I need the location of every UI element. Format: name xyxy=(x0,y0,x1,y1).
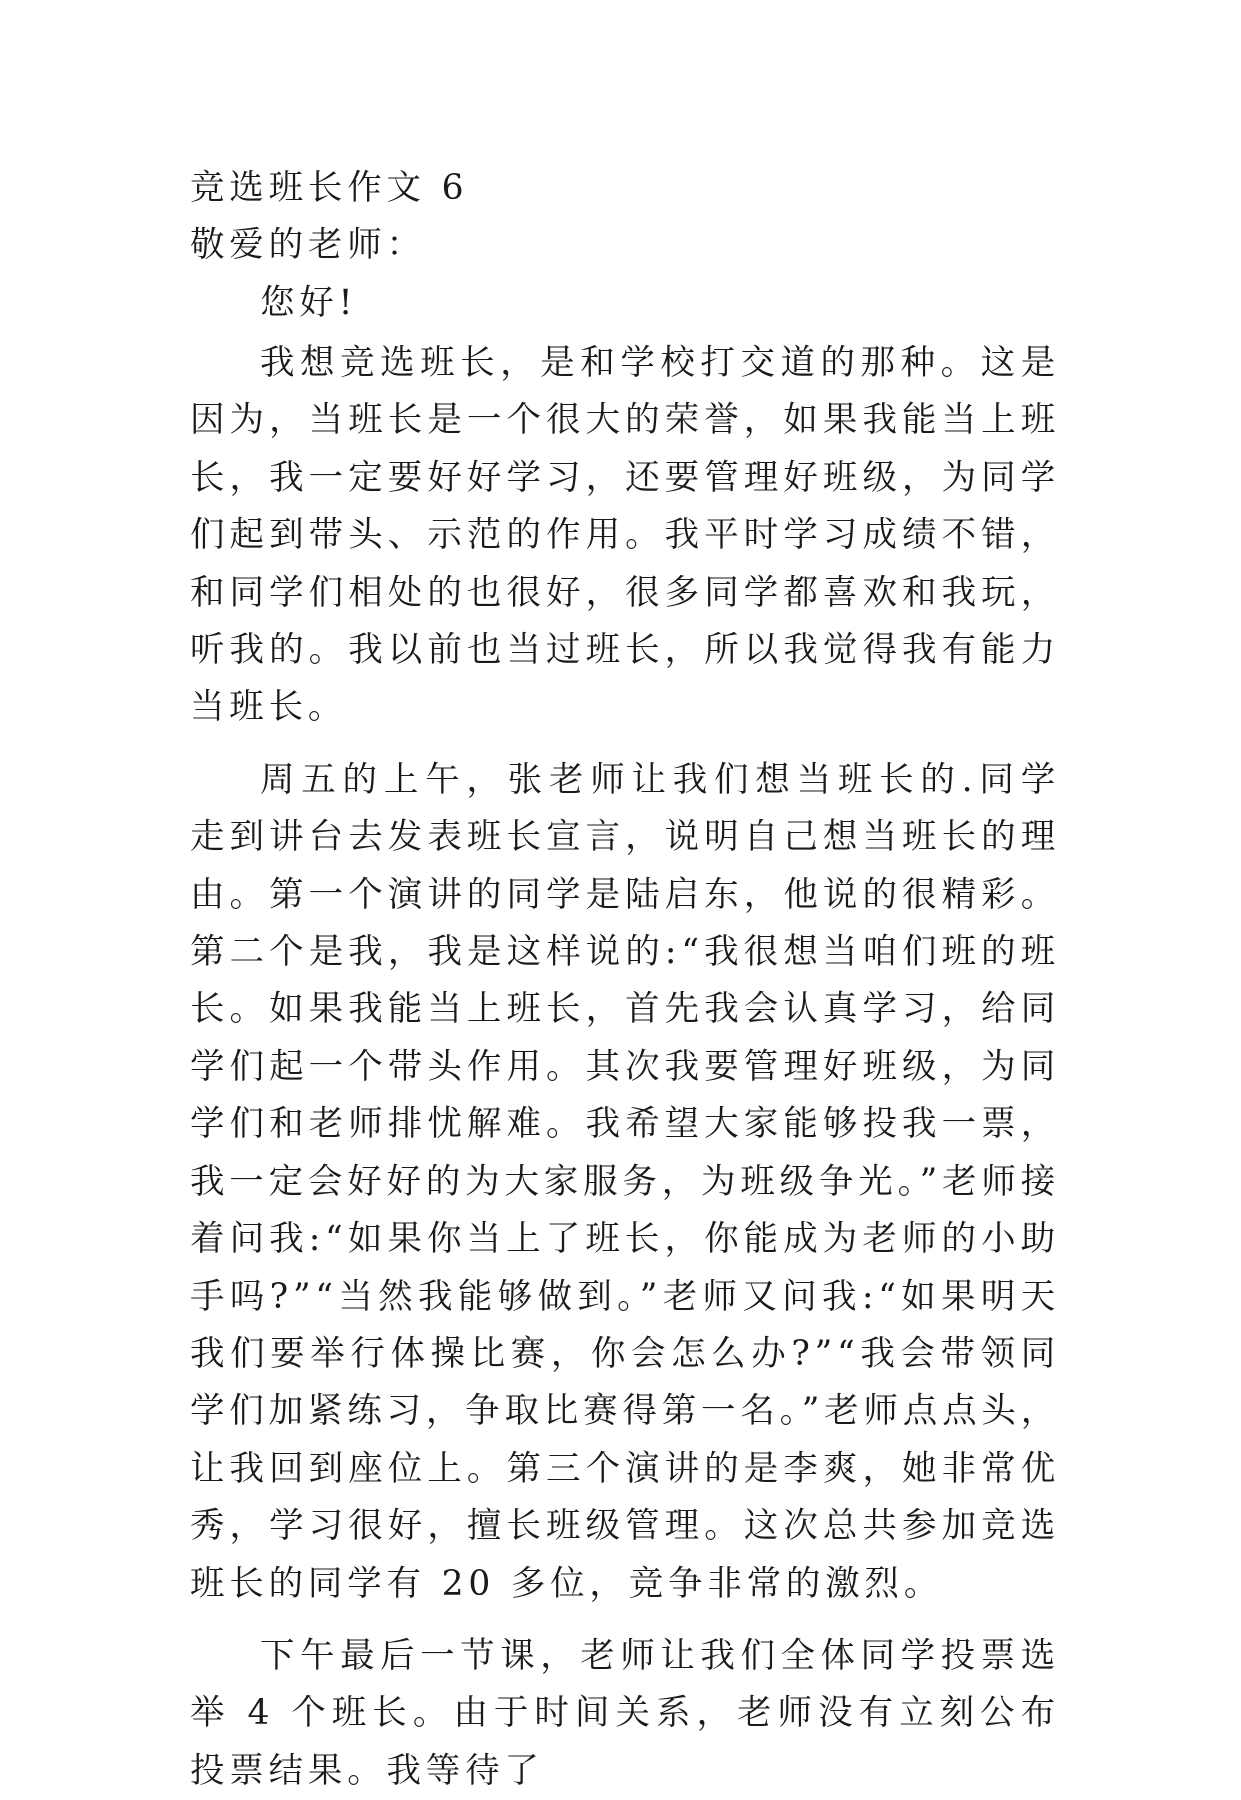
greeting: 您好! xyxy=(260,283,358,323)
paragraph-1: 我想竞选班长，是和学校打交道的那种。这是因为，当班长是一个很大的荣誉，如果我能当上班长，我一定要好好学习，还要管理好班级，为同学们起到带头、示范的作用。我平时学习成绩不错，和同学们相处的也很好，很多同学都喜欢和我玩，听我的。我以前也当过班长，所以我觉得我有能力当班长。 xyxy=(190,343,1060,728)
essay-body xyxy=(190,160,1060,1800)
paragraph-3: 下午最后一节课，老师让我们全体同学投票选举 4 个班长。由于时间关系，老师没有立刻公布投票结果。我等待了 xyxy=(190,1635,1060,1791)
salutation: 敬爱的老师： xyxy=(190,225,426,265)
paragraph-2: 周五的上午，张老师让我们想当班长的.同学走到讲台去发表班长宣言，说明自己想当班长的理由。第一个演讲的同学是陆启东，他说的很精彩。第二个是我，我是这样说的:“我很想当咱们班的班长。如果我能当上班长，首先我会认真学习，给同学们起一个带头作用。其次我要管理好班级，为同学们和老师排忧解难。我希望大家能够投我一票，我一定会好好的为大家服务，为班级争光。”老师接着问我:“如果你当上了班长，你能成为老师的小助手吗?”“当然我能够做到。”老师又问我:“如果明天我们要举行体操比赛，你会怎么办?”“我会带领同学们加紧练习，争取比赛得第一名。”老师点点头，让我回到座位上。第三个演讲的是李爽，她非常优秀，学习很好，擅长班级管理。这次总共参加竞选班长的同学有 20 多位，竞争非常的激烈。 xyxy=(190,759,1060,1604)
essay-title: 竞选班长作文 6 xyxy=(190,168,469,208)
